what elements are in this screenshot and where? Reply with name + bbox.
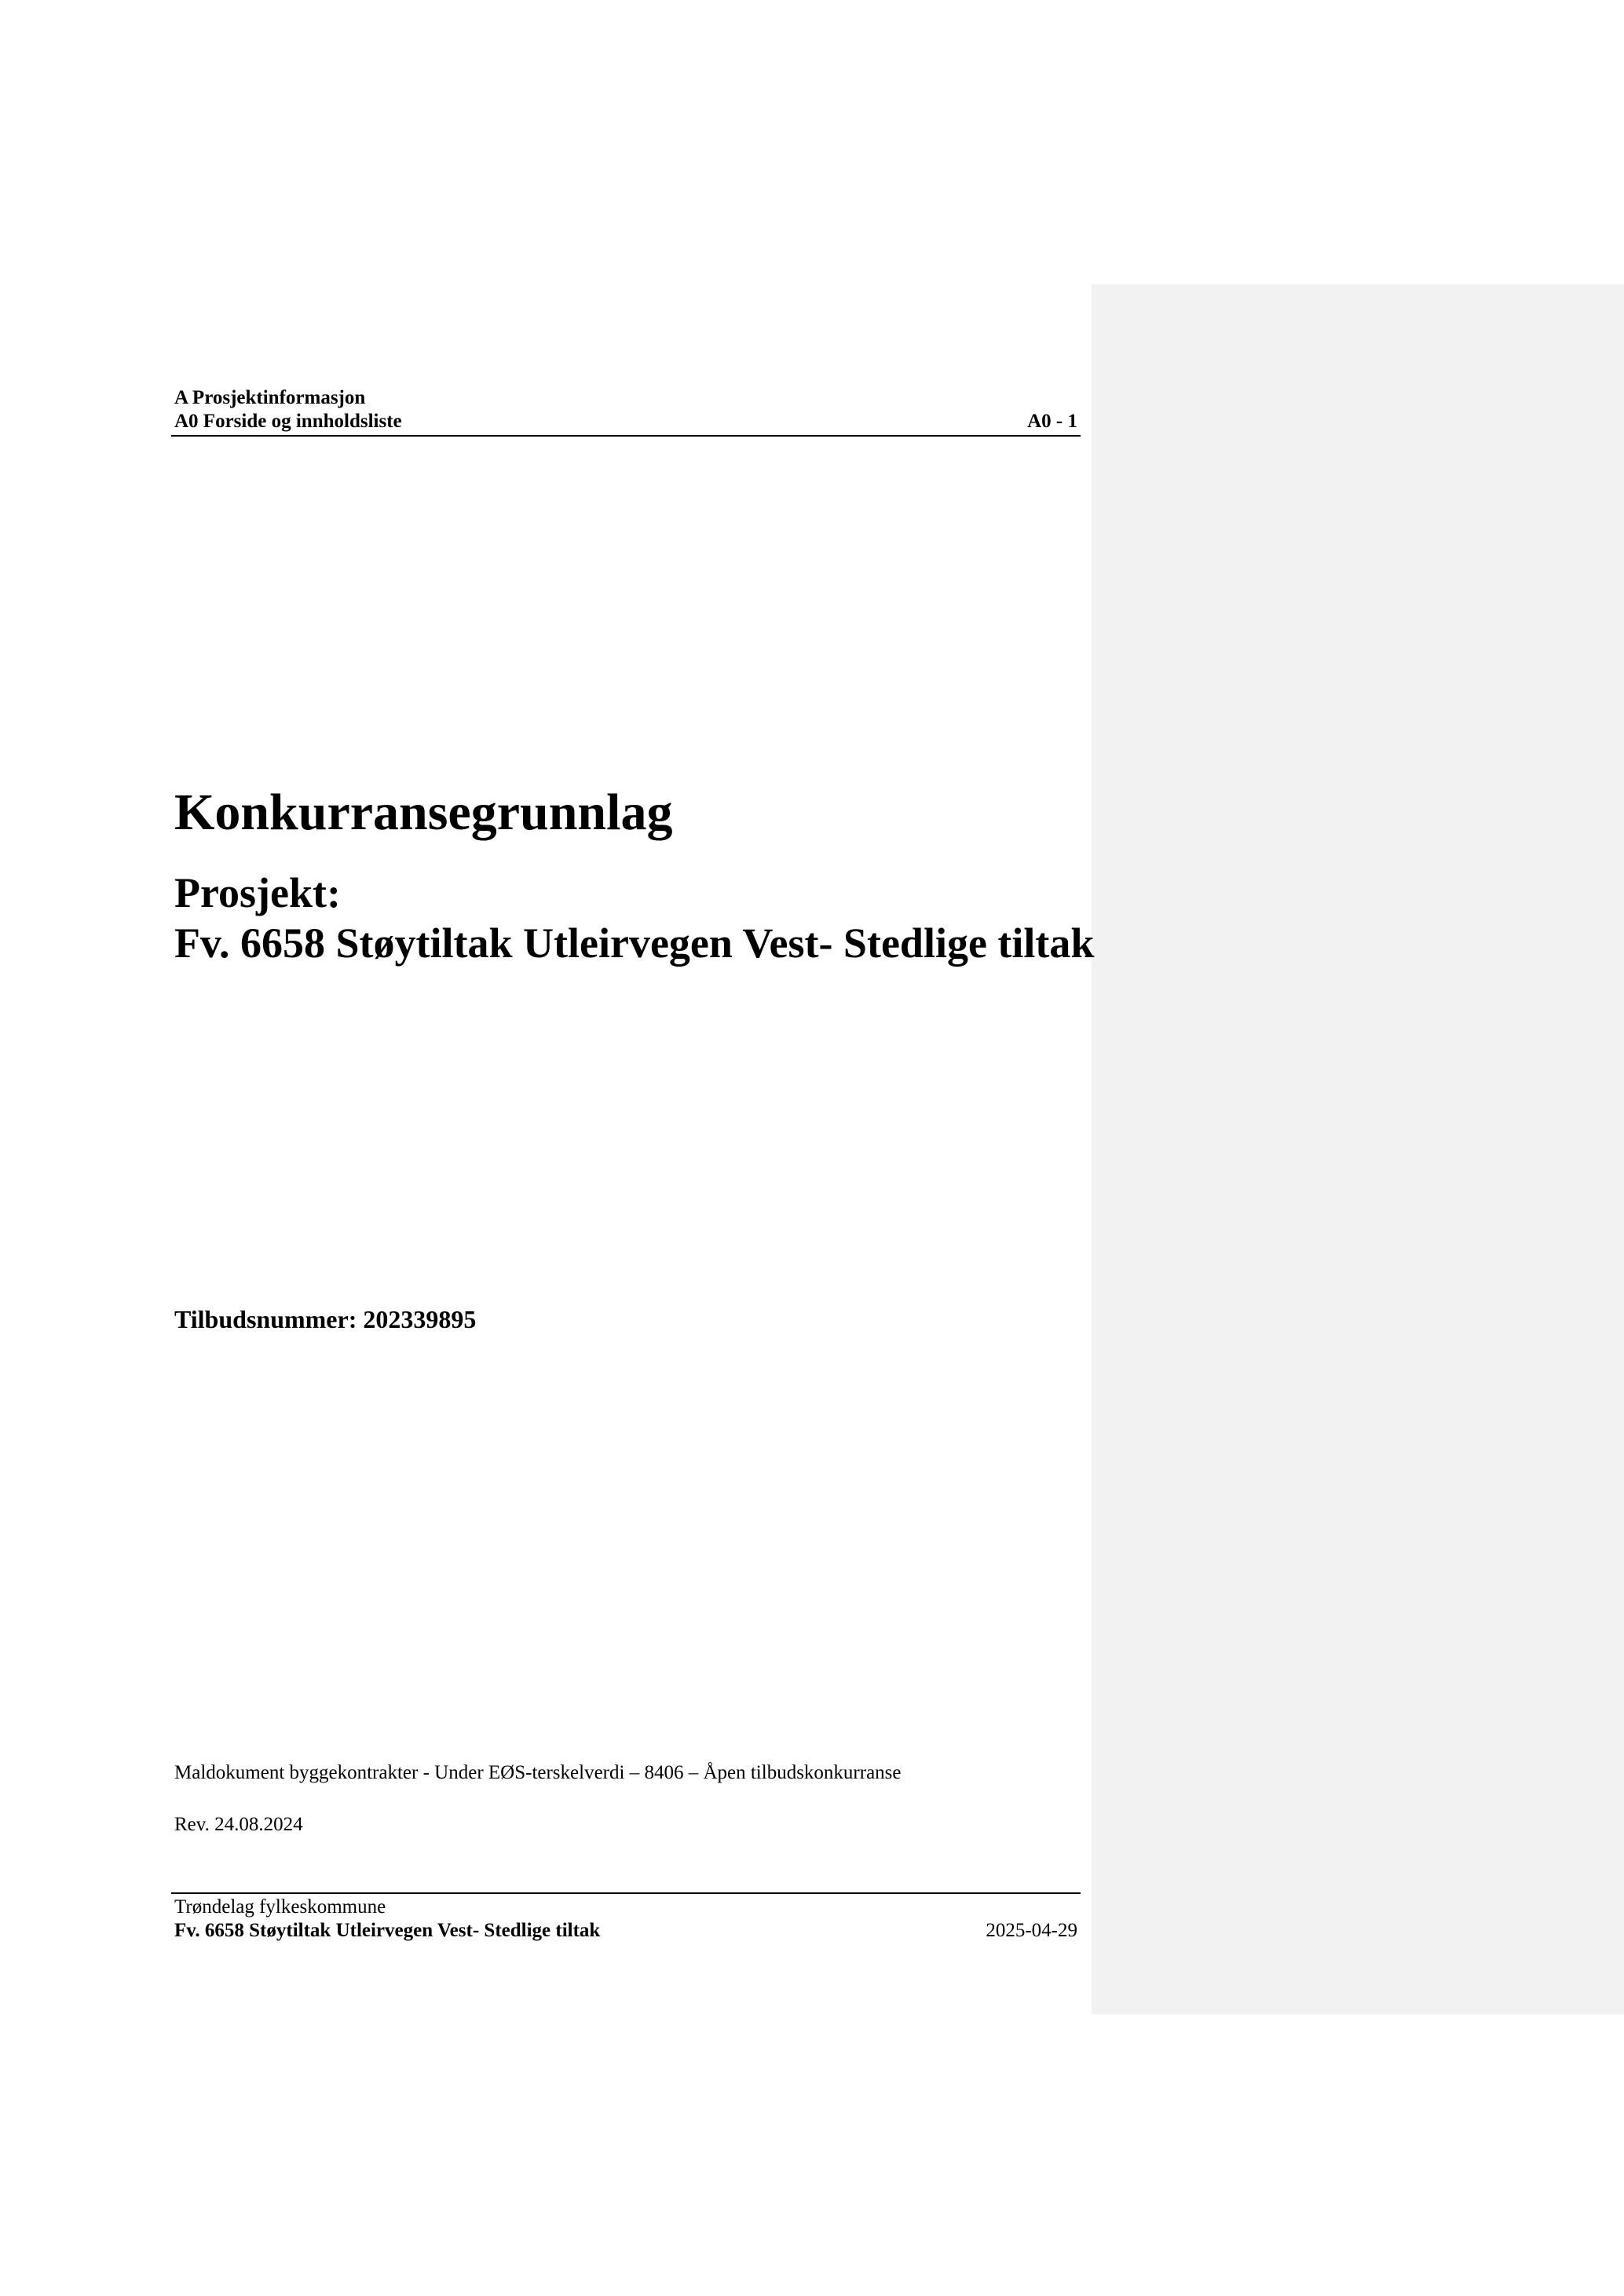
offer-number: Tilbudsnummer: 202339895 xyxy=(174,1305,477,1333)
revision-date: Rev. 24.08.2024 xyxy=(174,1814,303,1835)
side-margin-panel xyxy=(1092,284,1624,2014)
project-name: Fv. 6658 Støytiltak Utleirvegen Vest- Stedlige tiltak xyxy=(174,919,1095,967)
header-subsection-title: A0 Forside og innholdsliste xyxy=(174,411,402,432)
footer-organization: Trøndelag fylkeskommune xyxy=(174,1896,386,1918)
project-label: Prosjekt: xyxy=(174,869,341,916)
header-section-title: A Prosjektinformasjon xyxy=(174,387,366,408)
footer-project-name: Fv. 6658 Støytiltak Utleirvegen Vest- Stedlige tiltak xyxy=(174,1920,601,1941)
template-note: Maldokument byggekontrakter - Under EØS-terskelverdi – 8406 – Åpen tilbudskonkurranse xyxy=(174,1762,902,1783)
footer-date: 2025-04-29 xyxy=(986,1920,1077,1941)
document-title: Konkurransegrunnlag xyxy=(174,784,673,841)
header-page-number: A0 - 1 xyxy=(1027,411,1077,432)
page-header xyxy=(171,386,1081,437)
page-footer xyxy=(171,1892,1081,1947)
